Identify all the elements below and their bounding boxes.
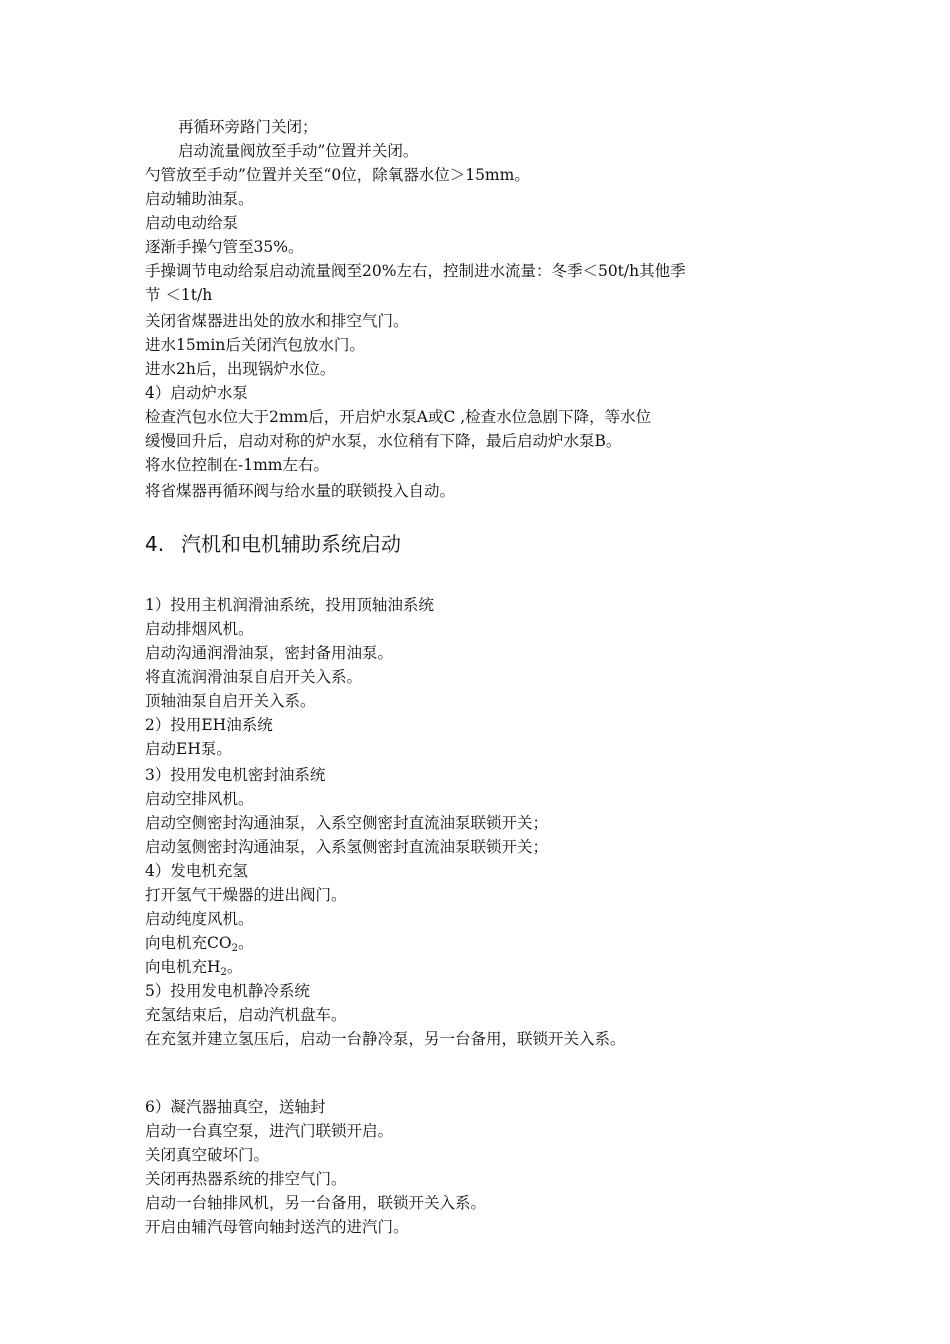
text-line: 将省煤器再循环阀与给水量的联锁投入自动。	[145, 482, 456, 500]
text-line-co2	[145, 933, 253, 959]
text-line: 关闭省煤器进出处的放水和排空气门。	[145, 312, 409, 330]
text-line: 进水2h后，出现锅炉水位。	[145, 360, 336, 378]
subsection-heading: 3）投用发电机密封油系统	[145, 766, 326, 784]
text-line: 启动EH泵。	[145, 740, 232, 758]
text-line: 关闭再热器系统的排空气门。	[145, 1170, 347, 1188]
h2-text: 向电机充H	[145, 958, 221, 976]
text-line: 手操调节电动给泵启动流量阀至20%左右，控制进水流量：冬季＜50t/h其他季	[145, 262, 686, 280]
text-line: 启动排烟风机。	[145, 620, 254, 638]
text-line: 在充氢并建立氢压后，启动一台静冷泵，另一台备用，联锁开关入系。	[145, 1030, 626, 1048]
text-line: 启动空侧密封沟通油泵，入系空侧密封直流油泵联锁开关；	[145, 814, 549, 832]
text-line: 逐渐手操勺管至35%。	[145, 238, 304, 256]
text-line: 启动辅助油泵。	[145, 190, 254, 208]
text-line: 打开氢气干燥器的进出阀门。	[145, 886, 347, 904]
subsection-heading: 4）发电机充氢	[145, 862, 248, 880]
text-line: 节 ＜1t/h	[145, 286, 213, 304]
text-line: 启动纯度风机。	[145, 910, 254, 928]
text-line: 进水15min后关闭汽包放水门。	[145, 336, 365, 354]
text-line: 启动沟通润滑油泵，密封备用油泵。	[145, 644, 394, 662]
section-number: 4.	[145, 532, 165, 556]
text-line: 将直流润滑油泵自启开关入系。	[145, 668, 363, 686]
section-heading	[145, 531, 401, 557]
text-line: 缓慢回升后，启动对称的炉水泵，水位稍有下降，最后启动炉水泵B。	[145, 432, 622, 450]
co2-text: 向电机充CO	[145, 934, 232, 952]
text-line: 顶轴油泵自启开关入系。	[145, 692, 316, 710]
text-line: 启动电动给泵	[145, 214, 239, 232]
period: 。	[226, 958, 243, 976]
subsection-heading: 4）启动炉水泵	[145, 384, 248, 402]
subsection-heading: 6）凝汽器抽真空，送轴封	[145, 1098, 326, 1116]
text-line-h2	[145, 957, 242, 983]
text-line: 勺管放至手动”位置并关至“0位，除氧器水位＞15mm。	[145, 166, 530, 184]
text-line: 将水位控制在-1mm左右。	[145, 456, 329, 474]
text-line: 开启由辅汽母管向轴封送汽的进汽门。	[145, 1218, 409, 1236]
text-line: 启动氢侧密封沟通油泵，入系氢侧密封直流油泵联锁开关；	[145, 838, 549, 856]
text-line: 启动一台真空泵，进汽门联锁开启。	[145, 1122, 394, 1140]
text-line: 关闭真空破坏门。	[145, 1146, 270, 1164]
section-title: 汽机和电机辅助系统启动	[181, 532, 401, 556]
text-line: 检查汽包水位大于2mm后，开启炉水泵A或C ,检查水位急剧下降，等水位	[145, 408, 652, 426]
subsection-heading: 1）投用主机润滑油系统，投用顶轴油系统	[145, 596, 434, 614]
subscript-2: 2	[231, 943, 238, 954]
text-line: 启动流量阀放至手动”位置并关闭。	[178, 142, 419, 160]
text-line: 再循环旁路门关闭；	[178, 118, 318, 136]
subsection-heading: 2）投用EH油系统	[145, 716, 273, 734]
subscript-2: 2	[220, 967, 227, 978]
period: 。	[237, 934, 254, 952]
subsection-heading: 5）投用发电机静冷系统	[145, 982, 310, 1000]
text-line: 充氢结束后，启动汽机盘车。	[145, 1006, 347, 1024]
text-line: 启动空排风机。	[145, 790, 254, 808]
text-line: 启动一台轴排风机，另一台备用，联锁开关入系。	[145, 1194, 487, 1212]
